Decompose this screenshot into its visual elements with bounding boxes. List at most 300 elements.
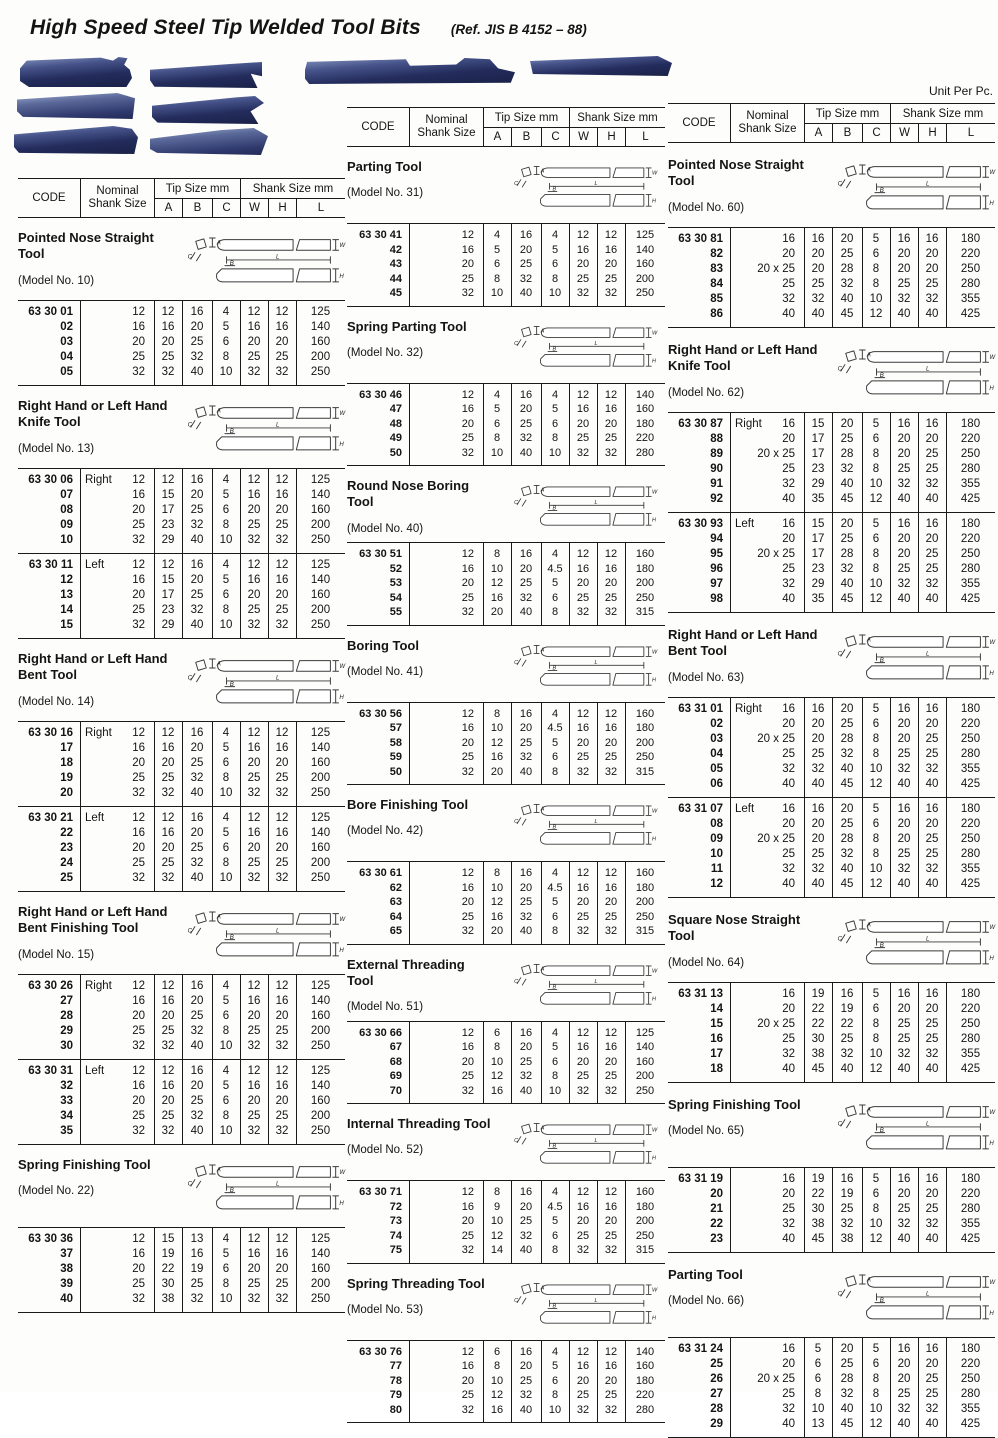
table-row xyxy=(347,1214,665,1229)
hand-label: Right xyxy=(735,418,762,430)
shank-h-cell: 32 xyxy=(604,925,618,937)
nominal-value: 25 xyxy=(461,432,474,444)
tool-section xyxy=(668,1097,995,1253)
nominal-shank-cell xyxy=(730,1357,804,1372)
shank-l-cell: 180 xyxy=(960,803,981,815)
shank-w-cell: 32 xyxy=(576,287,590,299)
shank-h-cell: 16 xyxy=(925,803,939,815)
nominal-value: 32 xyxy=(782,578,795,590)
nominal-value: 32 xyxy=(461,446,474,459)
nominal-value: 16 xyxy=(782,233,795,245)
shank-w-cell: 25 xyxy=(576,591,590,604)
section-titles xyxy=(347,1116,490,1156)
tip-a-cell: 23 xyxy=(811,463,825,475)
table-divider xyxy=(154,722,155,891)
table-row xyxy=(347,1359,665,1374)
nominal-shank-cell xyxy=(80,1064,154,1079)
tip-b-cell: 40 xyxy=(190,1125,204,1137)
section-model-number: (Model No. 65) xyxy=(668,1125,745,1138)
shank-h-cell: 32 xyxy=(604,1403,618,1416)
section-titles xyxy=(668,1267,744,1307)
nominal-value: 20 x 25 xyxy=(757,733,795,745)
code-cell: 85 xyxy=(710,293,723,305)
tool-diagram-icon xyxy=(823,915,995,977)
nominal-shank-cell xyxy=(730,1047,804,1062)
table-divider xyxy=(154,469,155,638)
tip-b-cell: 32 xyxy=(190,1110,204,1122)
tip-c-cell: 8 xyxy=(222,772,230,784)
table-divider xyxy=(541,224,542,306)
table-divider xyxy=(597,384,598,466)
shank-l-cell: 180 xyxy=(960,1173,981,1185)
table-divider xyxy=(918,228,919,327)
tip-c-cell: 10 xyxy=(548,446,562,459)
shank-w-cell: 16 xyxy=(247,489,261,501)
tip-c-cell: 5 xyxy=(872,988,880,1000)
code-cell: 63 30 01 xyxy=(28,306,73,318)
nominal-shank-cell xyxy=(730,1002,804,1017)
dim-label-h: H xyxy=(651,836,656,843)
code-cell: 58 xyxy=(389,736,402,749)
shank-w-cell: 25 xyxy=(576,751,590,763)
table-divider xyxy=(862,1338,863,1437)
dim-label-a: A xyxy=(866,921,871,929)
section-header xyxy=(18,230,345,295)
nominal-value: 12 xyxy=(132,727,145,739)
tip-b-cell: 25 xyxy=(840,1203,854,1215)
nominal-shank-cell xyxy=(409,1185,483,1200)
shank-l-cell: 200 xyxy=(310,857,331,869)
code-cell: 94 xyxy=(710,533,723,545)
nominal-value: 32 xyxy=(782,763,795,775)
tip-a-cell: 15 xyxy=(811,418,825,430)
tip-a-cell: 10 xyxy=(490,562,504,575)
table-divider xyxy=(597,1341,598,1423)
table-divider xyxy=(483,862,484,944)
tip-c-cell: 4 xyxy=(551,1345,559,1358)
tip-b-cell: 28 xyxy=(840,548,854,560)
nominal-shank-cell xyxy=(409,562,483,577)
shank-l-cell: 125 xyxy=(635,229,655,241)
dim-label-l: L xyxy=(926,935,930,943)
shank-l-cell: 200 xyxy=(310,772,331,784)
shank-h-cell: 25 xyxy=(275,351,289,363)
tip-a-cell: 16 xyxy=(161,1080,175,1092)
nominal-shank-cell xyxy=(409,1403,483,1418)
nominal-value: 32 xyxy=(132,366,145,378)
section-title: Spring Finishing Tool xyxy=(668,1097,801,1112)
shank-l-cell: 180 xyxy=(635,881,655,894)
nominal-shank-cell xyxy=(409,446,483,461)
nominal-value: 20 xyxy=(461,896,474,908)
code-cell: 68 xyxy=(389,1055,402,1068)
shank-w-cell: 12 xyxy=(576,229,590,241)
table-divider xyxy=(296,722,297,891)
table-divider xyxy=(569,543,570,625)
nominal-value: 20 xyxy=(132,336,145,348)
shank-l-cell: 160 xyxy=(310,757,331,769)
header-col-h: H xyxy=(597,128,625,146)
tip-c-cell: 10 xyxy=(869,478,883,490)
table-row xyxy=(347,1055,665,1070)
code-cell: 73 xyxy=(389,1215,402,1227)
shank-h-cell: 12 xyxy=(604,229,618,241)
section-titles xyxy=(347,797,468,837)
nominal-value: 16 xyxy=(782,988,795,1000)
tip-b-cell: 25 xyxy=(840,533,854,545)
tip-b-cell: 32 xyxy=(840,463,854,475)
shank-h-cell: 25 xyxy=(925,848,939,860)
shank-w-cell: 12 xyxy=(576,1026,590,1039)
hand-label: Right xyxy=(735,703,762,715)
nominal-shank-cell xyxy=(409,924,483,939)
code-cell: 28 xyxy=(60,1010,73,1022)
section-titles xyxy=(668,627,818,684)
table-divider xyxy=(804,1338,805,1437)
tip-a-cell: 15 xyxy=(161,1233,175,1245)
shank-l-cell: 280 xyxy=(635,446,655,459)
shank-l-cell: 125 xyxy=(310,474,331,486)
tip-b-cell: 40 xyxy=(840,863,854,875)
code-cell: 72 xyxy=(389,1200,402,1213)
shank-h-cell: 16 xyxy=(604,881,618,894)
tip-c-cell: 5 xyxy=(551,1215,559,1227)
tool-diagram-icon xyxy=(173,907,345,969)
shank-h-cell: 40 xyxy=(925,778,939,790)
table-divider xyxy=(511,1022,512,1104)
table-divider xyxy=(625,862,626,944)
tip-c-cell: 5 xyxy=(551,896,559,908)
tool-section xyxy=(347,478,665,626)
tip-b-cell: 20 xyxy=(519,1360,533,1372)
dim-label-w: W xyxy=(651,489,658,496)
shank-l-cell: 250 xyxy=(960,548,981,560)
tip-a-cell: 29 xyxy=(811,478,825,490)
tip-a-cell: 12 xyxy=(161,1065,175,1077)
shank-h-cell: 20 xyxy=(925,1358,939,1370)
shank-l-cell: 140 xyxy=(310,489,331,501)
tip-b-cell: 45 xyxy=(840,878,854,890)
dim-label-w: W xyxy=(989,168,996,176)
nominal-shank-cell xyxy=(409,866,483,881)
table-header xyxy=(18,178,345,218)
header-col-b: B xyxy=(511,128,541,146)
tool-diagram-icon xyxy=(823,630,995,692)
header-col-c: C xyxy=(541,128,569,146)
nominal-value: 20 xyxy=(782,433,795,445)
tool-diagram-icon xyxy=(173,401,345,463)
tip-c-cell: 5 xyxy=(872,703,880,715)
shank-h-cell: 16 xyxy=(925,988,939,1000)
tip-c-cell: 8 xyxy=(872,1033,880,1045)
tip-a-cell: 25 xyxy=(811,848,825,860)
shank-w-cell: 12 xyxy=(576,548,590,560)
tip-a-cell: 22 xyxy=(811,1018,825,1030)
code-cell: 57 xyxy=(389,722,402,734)
tip-b-cell: 20 xyxy=(840,803,854,815)
tip-b-cell: 25 xyxy=(190,336,204,348)
tip-b-cell: 25 xyxy=(190,842,204,854)
nominal-value: 12 xyxy=(461,548,474,560)
nominal-value: 25 xyxy=(461,272,474,285)
nominal-value: 20 xyxy=(782,1188,795,1200)
table-divider xyxy=(154,975,155,1144)
section-titles xyxy=(18,904,168,961)
tip-b-cell: 20 xyxy=(519,1041,533,1053)
tip-b-cell: 32 xyxy=(190,351,204,363)
tip-b-cell: 32 xyxy=(519,1389,533,1401)
shank-h-cell: 25 xyxy=(925,563,939,575)
tip-b-cell: 40 xyxy=(519,606,533,618)
section-titles xyxy=(18,230,168,287)
nominal-shank-cell xyxy=(409,1026,483,1041)
dim-label-l: L xyxy=(276,253,280,261)
tip-a-cell: 38 xyxy=(811,1048,825,1060)
shank-l-cell: 180 xyxy=(960,988,981,1000)
shank-w-cell: 16 xyxy=(897,518,911,530)
dim-label-l: L xyxy=(594,659,598,666)
tip-c-cell: 4 xyxy=(551,388,559,401)
nominal-shank-cell xyxy=(730,1017,804,1032)
dim-label-h: H xyxy=(651,996,656,1003)
shank-h-cell: 25 xyxy=(925,1033,939,1045)
shank-l-cell: 250 xyxy=(960,833,981,845)
shank-l-cell: 250 xyxy=(635,287,655,299)
shank-l-cell: 125 xyxy=(310,1065,331,1077)
shank-h-cell: 25 xyxy=(275,604,289,616)
shank-w-cell: 40 xyxy=(897,493,911,505)
table-divider xyxy=(832,228,833,327)
shank-l-cell: 140 xyxy=(310,995,331,1007)
shank-h-cell: 32 xyxy=(275,787,289,799)
dim-label-a: A xyxy=(216,239,221,247)
nominal-value: 12 xyxy=(461,229,474,241)
shank-w-cell: 32 xyxy=(247,872,261,884)
shank-h-cell: 16 xyxy=(925,1173,939,1185)
shank-h-cell: 16 xyxy=(604,722,618,734)
tip-c-cell: 4 xyxy=(551,548,559,560)
tip-b-cell: 32 xyxy=(840,1388,854,1400)
shank-l-cell: 425 xyxy=(960,1063,981,1075)
shank-w-cell: 16 xyxy=(247,574,261,586)
section-titles xyxy=(347,957,493,1014)
nominal-value: 16 xyxy=(132,489,145,501)
shank-w-cell: 12 xyxy=(576,1186,590,1198)
tip-b-cell: 20 xyxy=(190,827,204,839)
table-row xyxy=(347,750,665,765)
tip-c-cell: 6 xyxy=(222,504,230,516)
shank-h-cell: 25 xyxy=(925,1203,939,1215)
tip-b-cell: 25 xyxy=(519,1215,533,1227)
shank-w-cell: 20 xyxy=(897,248,911,260)
tip-c-cell: 6 xyxy=(872,718,880,730)
code-cell: 95 xyxy=(710,548,723,560)
shank-l-cell: 220 xyxy=(960,433,981,445)
tip-b-cell: 20 xyxy=(190,574,204,586)
code-cell: 18 xyxy=(710,1063,723,1075)
code-cell: 20 xyxy=(710,1188,723,1200)
tip-b-cell: 40 xyxy=(840,1403,854,1415)
section-header xyxy=(347,797,665,856)
nominal-value: 20 xyxy=(782,718,795,730)
tip-c-cell: 12 xyxy=(869,1063,883,1075)
dim-label-w: W xyxy=(651,1127,658,1134)
dim-label-l: L xyxy=(594,818,598,825)
section-titles xyxy=(347,478,493,535)
table-row xyxy=(347,895,665,910)
header-nominal-line1: Nominal xyxy=(425,113,468,126)
shank-h-cell: 16 xyxy=(275,742,289,754)
nominal-shank-cell xyxy=(409,1229,483,1244)
table-divider xyxy=(212,469,213,638)
dim-label-w: W xyxy=(651,330,658,337)
tip-c-cell: 8 xyxy=(551,1070,559,1082)
dim-label-h: H xyxy=(651,1155,656,1162)
shank-l-cell: 140 xyxy=(635,1345,655,1358)
size-group xyxy=(347,224,665,306)
table-row xyxy=(347,1069,665,1084)
tip-a-cell: 29 xyxy=(811,578,825,590)
shank-w-cell: 16 xyxy=(576,1041,590,1053)
table-divider xyxy=(890,1338,891,1437)
tool-diagram-icon xyxy=(493,1119,665,1175)
tip-c-cell: 8 xyxy=(872,733,880,745)
tool-photo xyxy=(305,58,515,84)
section-header xyxy=(347,159,665,218)
section-title: Right Hand or Left Hand Bent Tool xyxy=(18,651,168,683)
section-model-number: (Model No. 41) xyxy=(347,665,424,678)
code-cell: 65 xyxy=(389,925,402,937)
shank-h-cell: 12 xyxy=(604,1345,618,1358)
dim-label-l: L xyxy=(276,674,280,682)
tip-a-cell: 20 xyxy=(161,757,175,769)
tool-photo xyxy=(150,128,268,155)
dim-label-b: B xyxy=(552,186,557,193)
nominal-value: 20 x 25 xyxy=(757,448,795,460)
shank-w-cell: 32 xyxy=(576,925,590,937)
tip-b-cell: 25 xyxy=(840,718,854,730)
tip-c-cell: 6 xyxy=(551,1374,559,1387)
tip-b-cell: 40 xyxy=(840,478,854,490)
tip-a-cell: 6 xyxy=(493,417,501,430)
code-cell: 63 30 46 xyxy=(359,388,402,401)
table-row xyxy=(347,866,665,881)
shank-l-cell: 160 xyxy=(310,1095,331,1107)
header-col-b: B xyxy=(832,124,862,142)
table-divider xyxy=(511,862,512,944)
shank-w-cell: 20 xyxy=(897,1003,911,1015)
shank-l-cell: 140 xyxy=(310,827,331,839)
nominal-value: 12 xyxy=(461,388,474,401)
shank-w-cell: 25 xyxy=(247,604,261,616)
nominal-shank-cell xyxy=(409,576,483,591)
shank-h-cell: 25 xyxy=(604,272,618,285)
dim-label-a: A xyxy=(540,487,545,494)
table-divider xyxy=(212,975,213,1144)
shank-w-cell: 12 xyxy=(576,388,590,401)
shank-l-cell: 280 xyxy=(960,1203,981,1215)
dim-label-b: B xyxy=(229,933,234,941)
code-cell: 10 xyxy=(60,534,73,546)
dim-label-c: C xyxy=(514,978,519,985)
tip-b-cell: 20 xyxy=(190,321,204,333)
shank-h-cell: 20 xyxy=(604,577,618,589)
shank-l-cell: 250 xyxy=(635,1084,655,1097)
code-cell: 92 xyxy=(710,493,723,505)
shank-w-cell: 25 xyxy=(897,463,911,475)
tip-c-cell: 10 xyxy=(219,1125,233,1137)
shank-h-cell: 16 xyxy=(275,1248,289,1260)
nominal-value: 32 xyxy=(782,1048,795,1060)
code-cell: 63 30 61 xyxy=(359,867,402,879)
tip-c-cell: 4 xyxy=(551,1026,559,1039)
table-row xyxy=(347,1026,665,1041)
tip-c-cell: 8 xyxy=(872,848,880,860)
shank-w-cell: 20 xyxy=(897,818,911,830)
shank-h-cell: 32 xyxy=(604,446,618,459)
size-group xyxy=(347,1181,665,1263)
nominal-shank-cell xyxy=(80,1039,154,1054)
tool-section xyxy=(18,1157,345,1313)
tip-a-cell: 16 xyxy=(161,827,175,839)
shank-l-cell: 140 xyxy=(635,243,655,256)
nominal-value: 25 xyxy=(782,848,795,860)
shank-l-cell: 250 xyxy=(960,263,981,275)
tip-a-cell: 16 xyxy=(490,751,504,763)
dim-label-w: W xyxy=(651,170,658,177)
section-title: Right Hand or Left Hand Bent Tool xyxy=(668,627,818,659)
nominal-shank-cell xyxy=(80,305,154,320)
section-model-number: (Model No. 10) xyxy=(18,274,95,287)
shank-h-cell: 32 xyxy=(275,1040,289,1052)
dim-label-a: A xyxy=(216,660,221,668)
tip-a-cell: 25 xyxy=(161,351,175,363)
shank-l-cell: 355 xyxy=(960,1218,981,1230)
shank-l-cell: 200 xyxy=(310,604,331,616)
code-cell: 34 xyxy=(60,1110,73,1122)
tip-c-cell: 8 xyxy=(222,857,230,869)
nominal-shank-cell xyxy=(80,726,154,741)
nominal-value: 12 xyxy=(461,867,474,879)
tip-c-cell: 5 xyxy=(222,742,230,754)
code-cell: 17 xyxy=(710,1048,723,1060)
header-col-l: L xyxy=(296,199,345,217)
shank-l-cell: 200 xyxy=(310,351,331,363)
nominal-value: 16 xyxy=(782,518,795,530)
tip-c-cell: 10 xyxy=(869,1403,883,1415)
shank-l-cell: 220 xyxy=(960,818,981,830)
tip-c-cell: 8 xyxy=(872,748,880,760)
dim-label-l: L xyxy=(594,340,598,347)
shank-h-cell: 16 xyxy=(275,827,289,839)
header-shank-size: Shank Size mm xyxy=(569,108,665,128)
nominal-shank-cell xyxy=(409,243,483,258)
shank-w-cell: 16 xyxy=(247,1080,261,1092)
tip-a-cell: 16 xyxy=(161,321,175,333)
tip-b-cell: 19 xyxy=(840,1003,854,1015)
nominal-value: 20 xyxy=(132,757,145,769)
dim-label-a: A xyxy=(216,1166,221,1174)
tip-a-cell: 16 xyxy=(811,703,825,715)
section-title: Spring Finishing Tool xyxy=(18,1157,151,1172)
nominal-shank-cell xyxy=(80,871,154,886)
tip-b-cell: 20 xyxy=(190,1080,204,1092)
table-row xyxy=(347,765,665,780)
hand-label: Left xyxy=(85,812,105,824)
size-table xyxy=(347,861,665,945)
shank-w-cell: 25 xyxy=(897,1018,911,1030)
code-cell: 11 xyxy=(710,863,723,875)
